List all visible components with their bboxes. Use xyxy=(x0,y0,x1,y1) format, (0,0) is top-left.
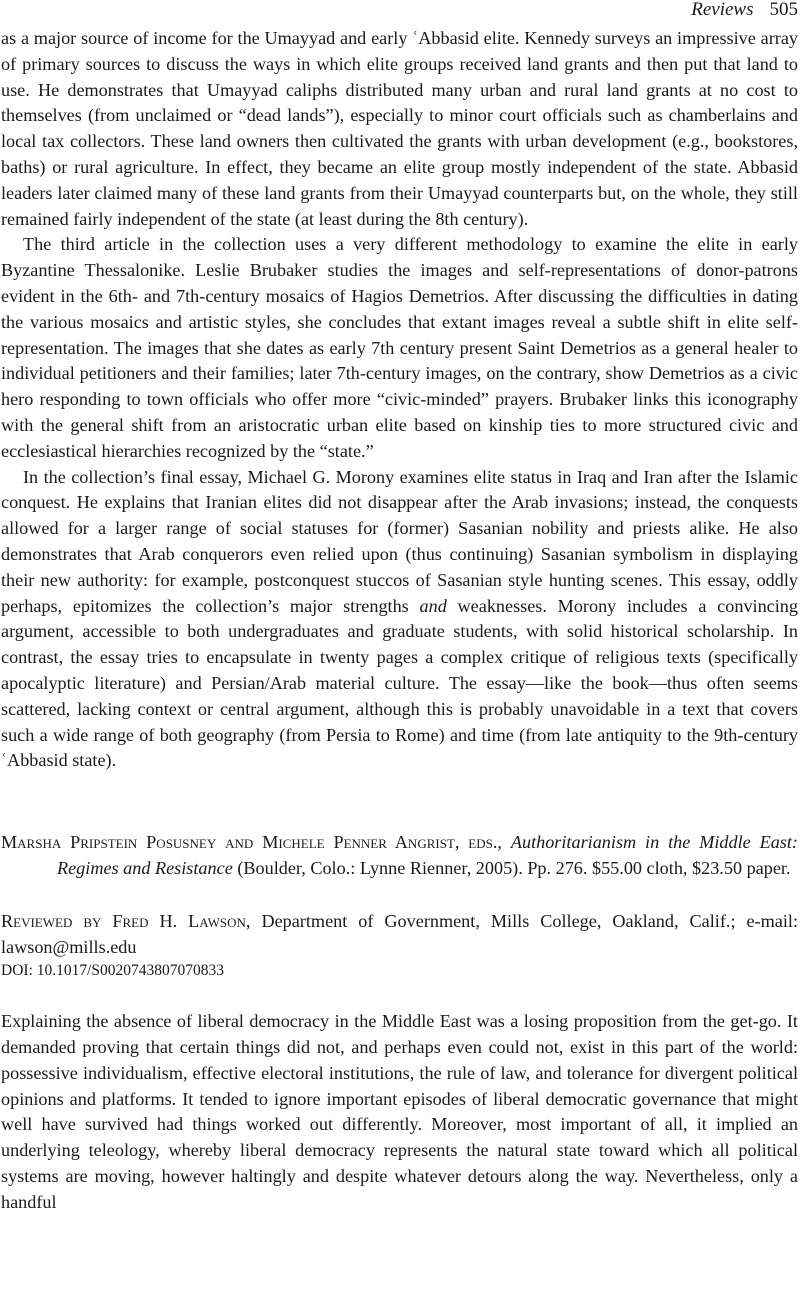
review-body xyxy=(1,1009,798,1215)
p3-text-a: In the collection’s final essay, Michael G. Morony examines elite status in Iraq and Iran after the Islamic conquest. He explains that Iranian elites did not disappear after the Arab invasions; instead, the conquests allowed for a larger range of social statuses for (former) Sasanian nobility and priests alike. He also demonstrates that Arab conquerors even relied upon (thus continuing) Sasanian symbolism in displaying their new authority: for example, postconquest stuccos of Sasanian style hunting scenes. This essay, oddly perhaps, epitomizes the collection’s major strengths xyxy=(1,466,798,616)
prev-review-paragraph-2: The third article in the collection uses a very different methodology to examine the elite in early Byzantine Thessalonike. Leslie Brubaker studies the images and self-representations of donor-patrons evident in the 6th- and 7th-century mosaics of Hagios Demetrios. After discussing the difficulties in dating the various mosaics and artistic styles, she concludes that extant images reveal a subtle shift in elite self-representation. The images that she dates as early 7th century present Saint Demetrios as a general healer to individual petitioners and their families; later 7th-century images, on the contrary, show Demetrios as a civic hero responding to town officials who offer more “civic-minded” prayers. Brubaker links this iconography with the general shift from an aristocratic urban elite based on kinship ties to more structured civic and ecclesiastical hierarchies recognized by the “state.” xyxy=(1,234,798,461)
book-publication: (Boulder, Colo.: Lynne Rienner, 2005). Pp. 276. $55.00 cloth, $23.50 paper. xyxy=(237,857,791,878)
book-citation xyxy=(1,830,798,882)
book-editors: Marsha Pripstein Posusney and Michele Penner Angrist, eds., xyxy=(1,832,502,853)
running-title: Reviews xyxy=(691,0,754,20)
doi: DOI: 10.1017/S0020743807070833 xyxy=(1,962,225,980)
page-number: 505 xyxy=(769,0,798,20)
p3-text-b: weaknesses. Morony includes a convincing argument, accessible to both undergraduates and graduate students, with solid historical scholarship. In contrast, the essay tries to encapsulate in twenty pages a complex critique of religious texts (specifically apocalyptic literature) and Persian/Arab material culture. The essay—like the book—thus often seems scattered, lacking context or central argument, although this is probably unavoidable in a text that covers such a wide range of both geography (from Persia to Rome) and time (from late antiquity to the 9th-century ʿAbbasid state). xyxy=(1,595,798,771)
p3-emphasis: and xyxy=(419,595,447,616)
reviewer-name: Reviewed by Fred H. Lawson, xyxy=(1,910,251,931)
prev-review-paragraph-1: as a major source of income for the Umayyad and early ʿAbbasid elite. Kennedy surveys an impressive array of primary sources to discuss the ways in which elite groups received land grants and then put that land to use. He demonstrates that Umayyad caliphs distributed many urban and rural land grants at no cost to themselves (from unclaimed or “dead lands”), especially to minor court officials such as chamberlains and local tax collectors. These land owners then cultivated the grants with urban development (e.g., bookstores, baths) or rural agriculture. In effect, they became an elite group mostly independent of the state. Abbasid leaders later claimed many of these land grants from their Umayyad counterparts but, on the whole, they still remained fairly independent of the state (at least during the 8th century). xyxy=(1,28,798,229)
running-head xyxy=(1,0,798,21)
reviewer-line xyxy=(1,909,798,961)
review-paragraph-1: Explaining the absence of liberal democracy in the Middle East was a losing proposition from the get-go. It demanded proving that certain things did not, and perhaps even could not, exist in this part of the world: possessive individualism, effective electoral institutions, the rule of law, and tolerance for divergent political opinions and platforms. It tended to ignore important episodes of liberal democratic governance that might well have survived had things worked out differently. Moreover, most important of all, it implied an underlying teleology, whereby liberal democracy represents the natural state toward which all political systems are moving, however haltingly and despite whatever detours along the way. Nevertheless, only a handful xyxy=(1,1011,798,1212)
book-title: Authoritarianism in the Middle East: Regimes and Resistance xyxy=(57,832,798,878)
prev-review-paragraph-3 xyxy=(1,465,798,775)
reviewer-affiliation: Department of Government, Mills College, Oakland, Calif.; e-mail: lawson@mills.edu xyxy=(1,910,798,957)
